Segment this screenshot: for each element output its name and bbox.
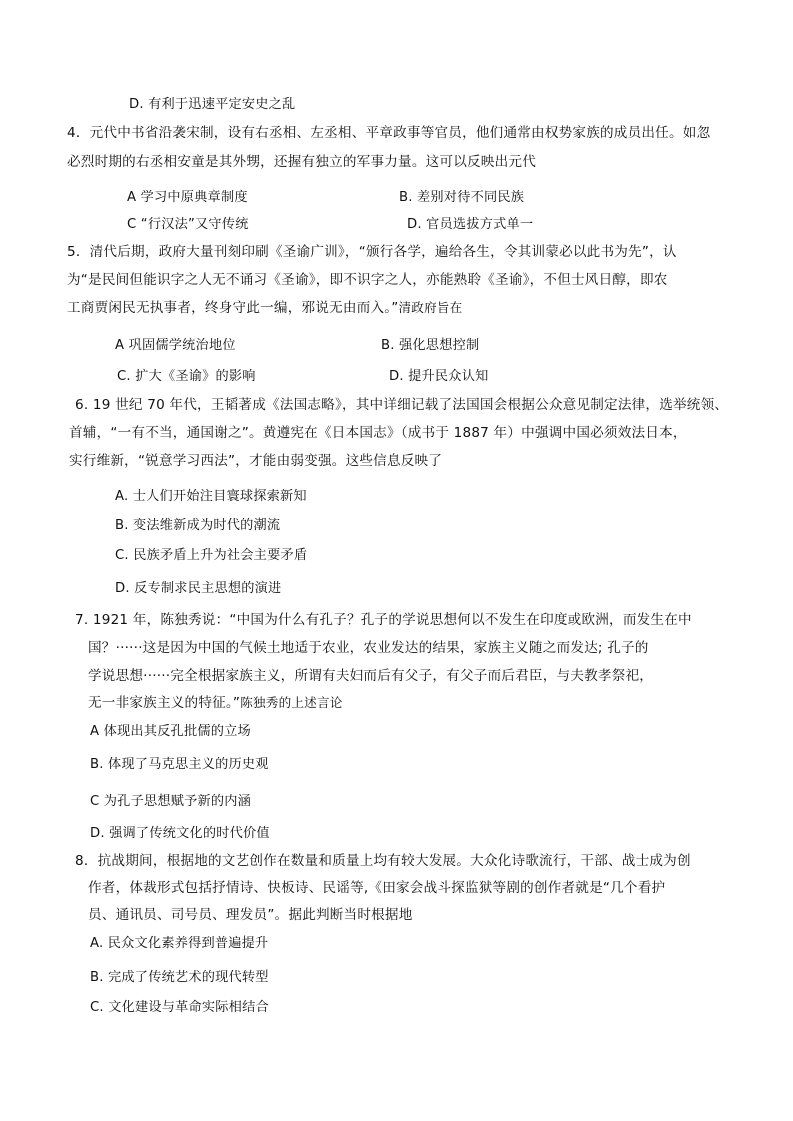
q4-stem-line-2: 必烈时期的右丞相安童是其外甥，还握有独立的军事力量。这可以反映出元代 [67, 154, 536, 170]
q8-option-a: A. 民众文化素养得到普遍提升 [90, 936, 269, 951]
q6-stem-line-1: 6. 19 世纪 70 年代，王韬著成《法国志略》，其中详细记载了法国国会根据公众意见制定法律，选举统领、 [75, 397, 729, 413]
q5-stem-line-2: 为“是民间但能识字之人无不诵习《圣谕》，即不识字之人，亦能熟聆《圣谕》，不但士风日醇，即农 [67, 272, 668, 288]
q7-stem-line-1: 7. 1921 年，陈独秀说：“中国为什么有孔子？孔子的学说思想何以不发生在印度或欧洲，而发生在中 [75, 612, 692, 628]
q8-option-b: B. 完成了传统艺术的现代转型 [90, 970, 269, 985]
q3-option-d: D. 有利于迅速平定安史之乱 [129, 97, 296, 112]
q6-stem-line-3: 实行维新，“锐意学习西法”，才能由弱变强。这些信息反映了 [69, 453, 443, 469]
q5-option-c: C. 扩大《圣谕》的影响 [117, 369, 256, 384]
q5-stem-line-1: 5．清代后期，政府大量刊刻印刷《圣谕广训》，“颁行各学，遍给各生，令其训蒙必以此书为先”，认 [67, 244, 677, 260]
q5-option-b: B. 强化思想控制 [381, 338, 480, 353]
q8-stem-line-3: 员、通讯员、司号员、理发员”。据此判断当时根据地 [88, 907, 413, 923]
q5-stem-line-3 [67, 299, 462, 317]
q6-option-b: B. 变法维新成为时代的潮流 [115, 518, 281, 533]
q5-stem-line-3-tail: 清政府旨在 [398, 300, 463, 315]
q7-option-c: C 为孔子思想赋予新的内涵 [90, 794, 252, 809]
q7-stem-line-4-tail: 陈独秀的上述言论 [240, 695, 343, 710]
q6-option-a: A. 士人们开始注目寰球探索新知 [115, 489, 307, 504]
q7-option-b: B. 体现了马克思主义的历史观 [90, 757, 269, 772]
q6-stem-line-2: 首辅，“一有不当，通国谢之”。黄遵宪在《日本国志》（成书于 1887 年）中强调中国必须效法日本， [69, 425, 687, 441]
q7-option-a: A 体现出其反孔批儒的立场 [90, 724, 251, 739]
q5-option-d: D. 提升民众认知 [389, 369, 489, 384]
q4-option-d: D. 官员选拔方式单一 [407, 217, 534, 232]
q8-stem-line-1: 8．抗战期间，根据地的文艺创作在数量和质量上均有较大发展。大众化诗歌流行，干部、战士成为创 [75, 853, 691, 869]
q5-stem-line-3-text: 工商贾闲民无执事者，终身守此一编，邪说无由而入。” [67, 300, 399, 316]
q5-option-a: A 巩固儒学统治地位 [115, 338, 236, 353]
q7-stem-line-4-text: 无一非家族主义的特征。” [88, 695, 241, 711]
q7-option-d: D. 强调了传统文化的时代价值 [90, 826, 270, 841]
q7-stem-line-4 [88, 694, 343, 712]
q8-option-c: C. 文化建设与革命实际相结合 [90, 1000, 269, 1015]
q7-stem-line-3: 学说思想······完全根据家族主义，所谓有夫妇而后有父子，有父子而后君臣，与夫教孝祭祀， [88, 668, 654, 684]
q6-option-c: C. 民族矛盾上升为社会主要矛盾 [115, 548, 308, 563]
q4-stem-line-1: 4．元代中书省沿袭宋制，设有右丞相、左丞相、平章政事等官员，他们通常由权势家族的成员出任。如忽 [67, 125, 711, 141]
q6-option-d: D. 反专制求民主思想的演进 [115, 581, 282, 596]
q8-stem-line-2: 作者，体裁形式包括抒情诗、快板诗、民谣等,《田家会战斗探监狱等剧的创作者就是“几个看护 [88, 880, 666, 896]
q7-stem-line-2: 国？······这是因为中国的气候土地适于农业，农业发达的结果，家族主义随之而发达; 孔子的 [88, 640, 649, 656]
q4-option-b: B. 差别对待不同民族 [399, 190, 525, 205]
q4-option-a: A 学习中原典章制度 [127, 190, 248, 205]
q4-option-c: C “行汉法”又守传统 [127, 217, 249, 232]
